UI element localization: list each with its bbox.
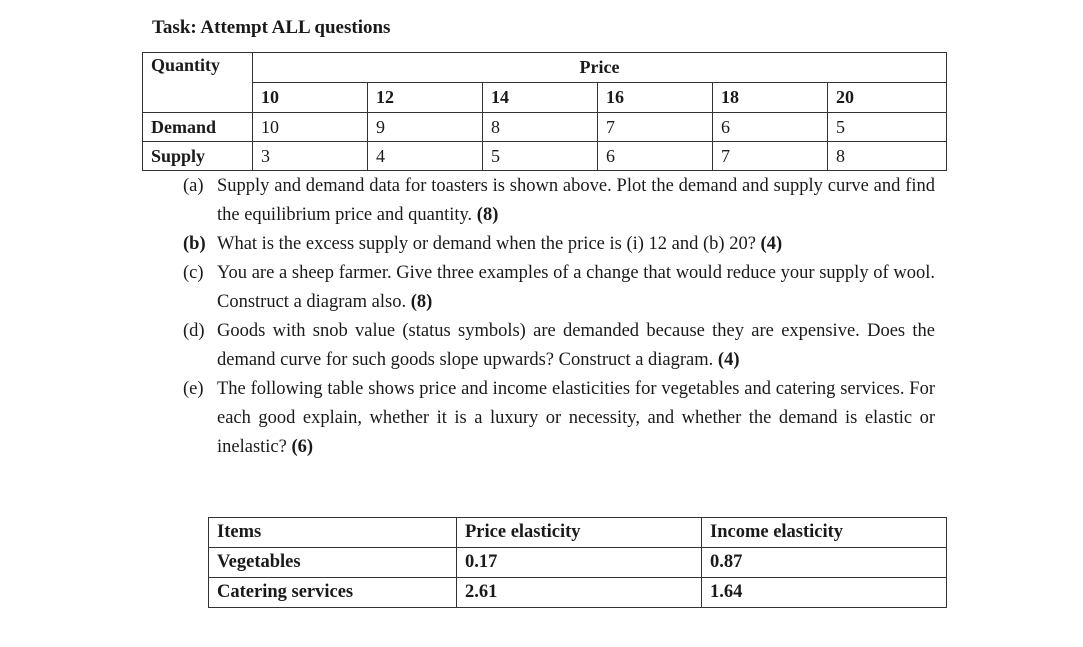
- supply-cell: 3: [253, 142, 368, 171]
- question-label: (b): [183, 234, 206, 254]
- question-label: (e): [183, 379, 204, 399]
- question-b: [183, 230, 935, 259]
- elasticity-item: Catering services: [209, 578, 457, 608]
- supply-cell: 6: [598, 142, 713, 171]
- question-list: [183, 172, 935, 462]
- question-e: [183, 375, 935, 462]
- supply-demand-table: [142, 52, 947, 171]
- demand-cell: 10: [253, 113, 368, 142]
- demand-cell: 8: [483, 113, 598, 142]
- elasticity-item: Vegetables: [209, 548, 457, 578]
- question-a: [183, 172, 935, 230]
- task-title: Task: Attempt ALL questions: [152, 17, 391, 38]
- question-marks: (8): [476, 205, 499, 225]
- price-cell: 10: [253, 83, 368, 113]
- question-marks: (4): [717, 350, 740, 370]
- question-label: (d): [183, 321, 205, 341]
- income-elasticity-value: 0.87: [702, 548, 947, 578]
- question-marks: (6): [291, 437, 314, 457]
- elasticity-table: [208, 517, 947, 608]
- question-text: Supply and demand data for toasters is shown above. Plot the demand and supply curve and find the equilibrium price and quantity.: [217, 176, 935, 225]
- supply-cell: 8: [828, 142, 947, 171]
- demand-label: Demand: [143, 113, 253, 142]
- price-cell: 14: [483, 83, 598, 113]
- elasticity-header-price: Price elasticity: [457, 518, 702, 548]
- demand-cell: 9: [368, 113, 483, 142]
- demand-cell: 6: [713, 113, 828, 142]
- question-d: [183, 317, 935, 375]
- income-elasticity-value: 1.64: [702, 578, 947, 608]
- price-cell: 12: [368, 83, 483, 113]
- question-marks: (8): [410, 292, 433, 312]
- question-text: You are a sheep farmer. Give three examples of a change that would reduce your supply of wool. Construct a diagram also.: [217, 263, 935, 312]
- question-text: The following table shows price and income elasticities for vegetables and catering services. For each good explain, whether it is a luxury or necessity, and whether the demand is elastic or inelastic?: [217, 379, 935, 457]
- price-elasticity-value: 2.61: [457, 578, 702, 608]
- supply-cell: 7: [713, 142, 828, 171]
- supply-cell: 5: [483, 142, 598, 171]
- demand-cell: 7: [598, 113, 713, 142]
- question-text: What is the excess supply or demand when the price is (i) 12 and (b) 20?: [217, 234, 756, 254]
- elasticity-header-items: Items: [209, 518, 457, 548]
- demand-cell: 5: [828, 113, 947, 142]
- question-c: [183, 259, 935, 317]
- question-text: Goods with snob value (status symbols) are demanded because they are expensive. Does the demand curve for such goods slope upwards? Construct a diagram.: [217, 321, 935, 370]
- price-cell: 18: [713, 83, 828, 113]
- question-marks: (4): [760, 234, 783, 254]
- quantity-header: Quantity: [143, 53, 253, 113]
- price-cell: 20: [828, 83, 947, 113]
- question-label: (a): [183, 176, 204, 196]
- supply-cell: 4: [368, 142, 483, 171]
- elasticity-header-income: Income elasticity: [702, 518, 947, 548]
- price-cell: 16: [598, 83, 713, 113]
- supply-label: Supply: [143, 142, 253, 171]
- question-label: (c): [183, 263, 204, 283]
- price-header: Price: [253, 53, 947, 83]
- price-elasticity-value: 0.17: [457, 548, 702, 578]
